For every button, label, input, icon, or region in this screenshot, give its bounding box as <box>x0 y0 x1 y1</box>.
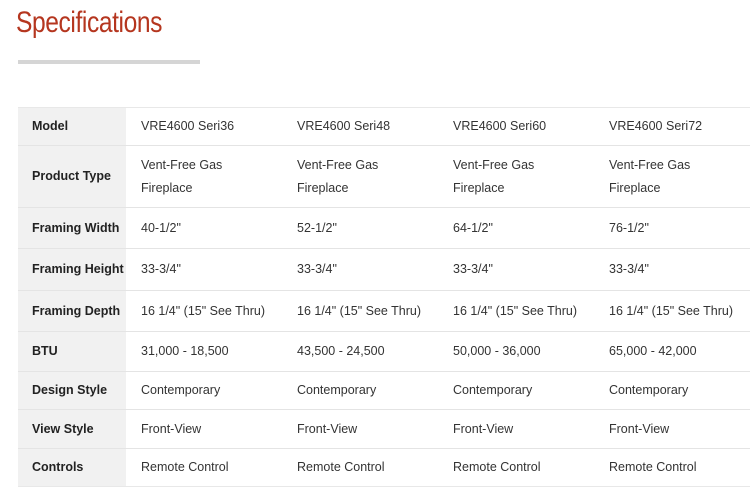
row-label-view-style: View Style <box>18 410 126 449</box>
table-row-product-type <box>18 146 750 208</box>
table-cell: 64-1/2" <box>438 208 594 249</box>
table-cell: VRE4600 Seri36 <box>126 108 282 146</box>
table-cell: 16 1/4" (15" See Thru) <box>126 291 282 332</box>
heading-underline <box>18 60 200 64</box>
table-row-controls <box>18 449 750 487</box>
table-row-view-style <box>18 410 750 449</box>
table-cell: Front-View <box>594 410 750 449</box>
row-label-framing-depth: Framing Depth <box>18 291 126 332</box>
table-cell: VRE4600 Seri72 <box>594 108 750 146</box>
table-row-framing-height <box>18 249 750 291</box>
table-cell: 52-1/2" <box>282 208 438 249</box>
table-cell: Contemporary <box>126 372 282 410</box>
row-label-framing-width: Framing Width <box>18 208 126 249</box>
table-cell: Remote Control <box>126 449 282 487</box>
table-cell: 33-3/4" <box>282 249 438 291</box>
table-row-btu <box>18 332 750 372</box>
row-label-design-style: Design Style <box>18 372 126 410</box>
table-cell: 31,000 - 18,500 <box>126 332 282 372</box>
table-cell: 33-3/4" <box>438 249 594 291</box>
table-row-design-style <box>18 372 750 410</box>
table-cell: 16 1/4" (15" See Thru) <box>594 291 750 332</box>
table-cell: Vent-Free Gas Fireplace <box>126 146 282 208</box>
table-cell: 40-1/2" <box>126 208 282 249</box>
table-cell: Vent-Free Gas Fireplace <box>594 146 750 208</box>
table-cell: 33-3/4" <box>126 249 282 291</box>
table-cell: VRE4600 Seri48 <box>282 108 438 146</box>
table-cell: 16 1/4" (15" See Thru) <box>282 291 438 332</box>
table-cell: Remote Control <box>282 449 438 487</box>
table-row-model <box>18 108 750 146</box>
table-cell: 16 1/4" (15" See Thru) <box>438 291 594 332</box>
row-label-controls: Controls <box>18 449 126 487</box>
page-title: Specifications <box>16 6 163 39</box>
row-label-framing-height: Framing Height <box>18 249 126 291</box>
table-cell: Contemporary <box>438 372 594 410</box>
table-cell: Remote Control <box>594 449 750 487</box>
table-cell: 50,000 - 36,000 <box>438 332 594 372</box>
table-row-framing-depth <box>18 291 750 332</box>
table-cell: Front-View <box>126 410 282 449</box>
table-cell: Remote Control <box>438 449 594 487</box>
table-cell: Vent-Free Gas Fireplace <box>282 146 438 208</box>
table-cell: 76-1/2" <box>594 208 750 249</box>
table-cell: 43,500 - 24,500 <box>282 332 438 372</box>
table-cell: Contemporary <box>282 372 438 410</box>
row-label-btu: BTU <box>18 332 126 372</box>
row-label-model: Model <box>18 108 126 146</box>
table-cell: Front-View <box>282 410 438 449</box>
table-cell: Front-View <box>438 410 594 449</box>
specifications-table <box>18 107 750 487</box>
row-label-product-type: Product Type <box>18 146 126 208</box>
table-cell: 65,000 - 42,000 <box>594 332 750 372</box>
table-cell: VRE4600 Seri60 <box>438 108 594 146</box>
table-cell: 33-3/4" <box>594 249 750 291</box>
table-cell: Contemporary <box>594 372 750 410</box>
table-cell: Vent-Free Gas Fireplace <box>438 146 594 208</box>
table-row-framing-width <box>18 208 750 249</box>
